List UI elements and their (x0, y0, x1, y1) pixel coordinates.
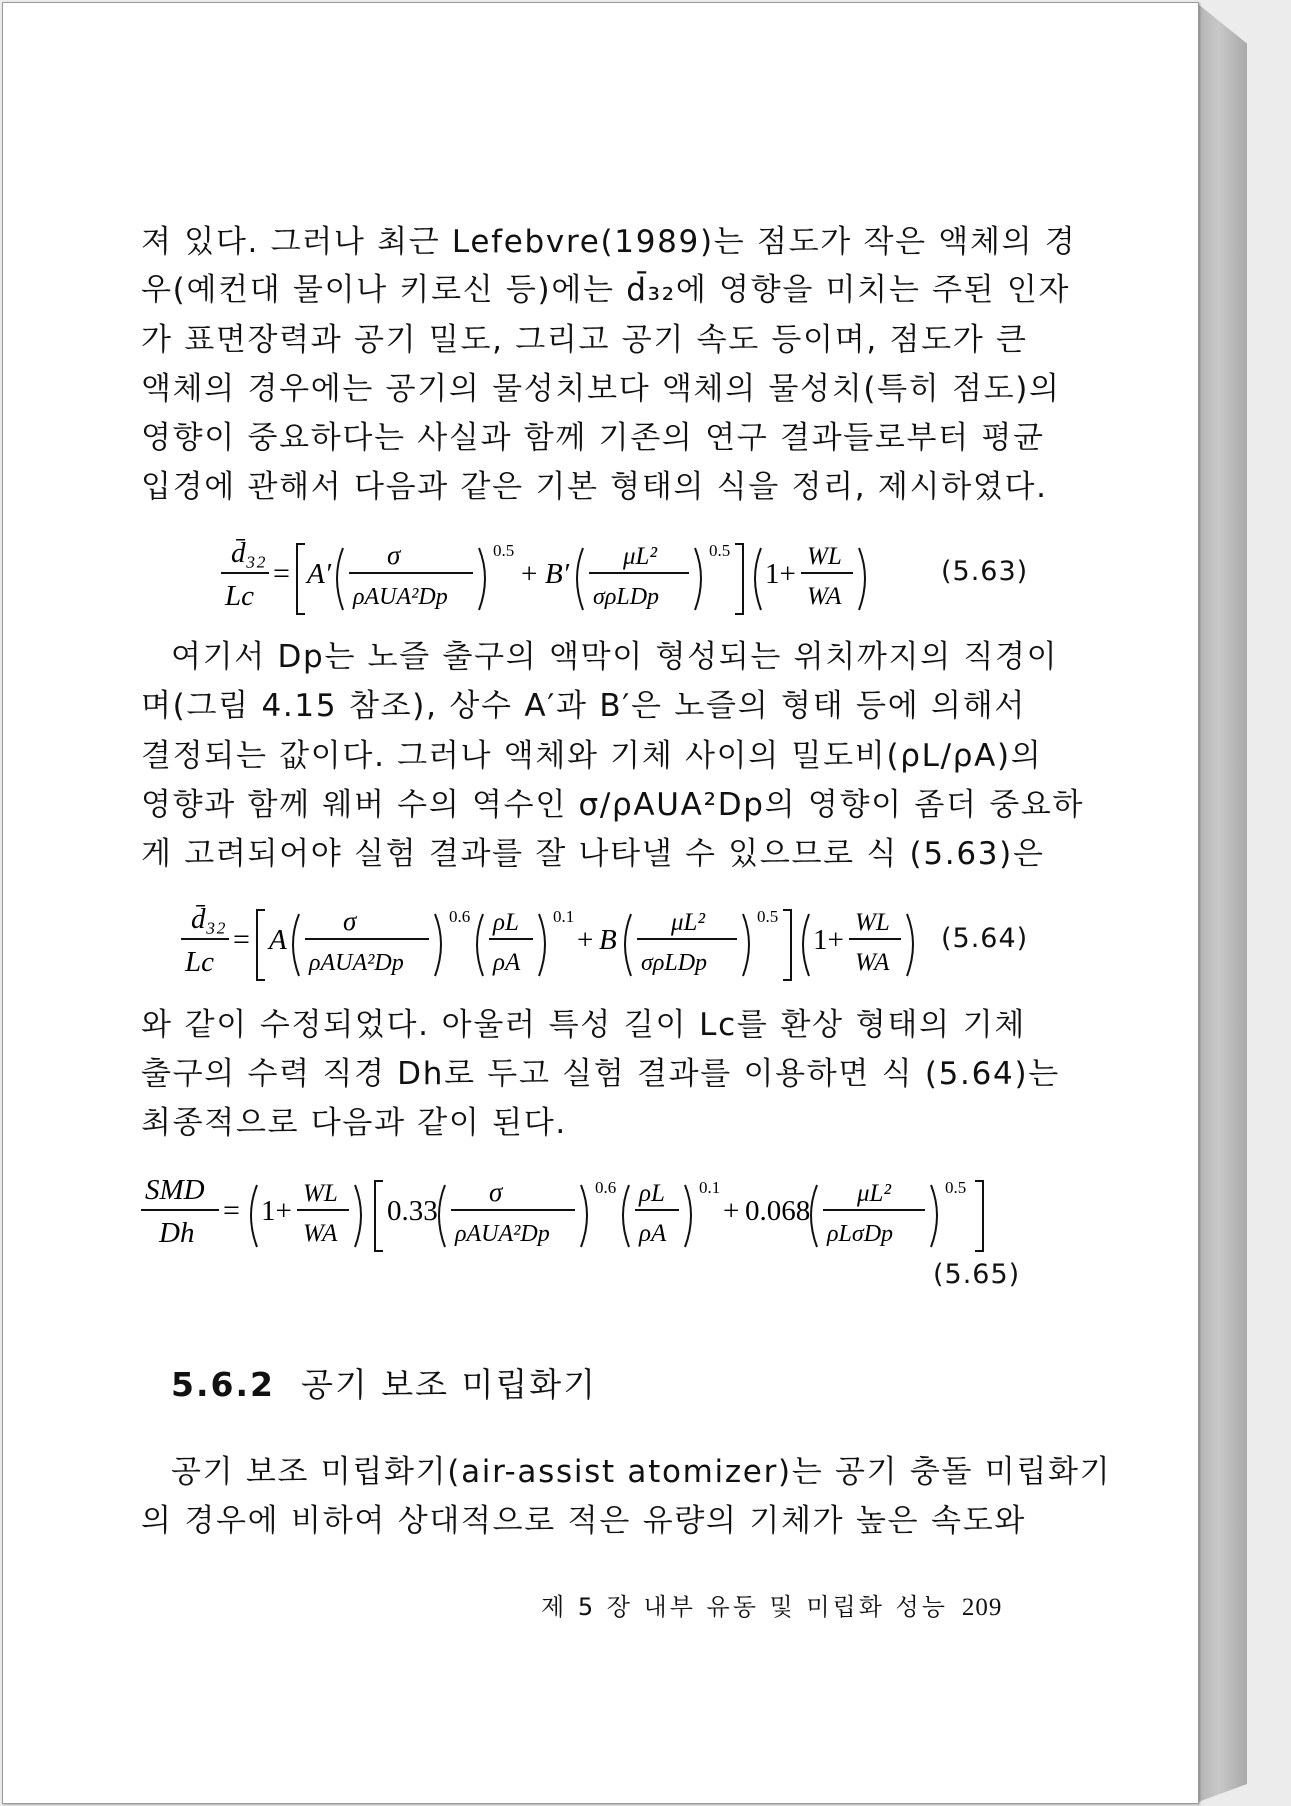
sigma-numerator: σ (387, 540, 401, 570)
viscosity-numerator: μL² (857, 1180, 891, 1207)
liquid-density: ρL (639, 1180, 665, 1207)
equals-sign: = (223, 1194, 240, 1227)
weber-denominator: ρAUA²Dp (353, 584, 448, 610)
lhs-denominator: Lc (225, 580, 254, 612)
viscosity-denominator: σρLDp (641, 950, 708, 976)
text-line: 출구의 수력 직경 Dh로 두고 실험 결과를 이용하면 식 (5.64)는 (141, 1056, 1060, 1092)
text-line: 와 같이 수정되었다. 아울러 특성 길이 Lc를 환상 형태의 기체 (141, 1007, 1026, 1043)
air-mass-flow: WA (303, 1220, 338, 1247)
exponent-2: 0.1 (699, 1178, 721, 1197)
equation-number: (5.65) (933, 1259, 1021, 1290)
liquid-mass-flow: WL (303, 1180, 338, 1207)
exponent-ratio: 0.1 (553, 907, 575, 926)
liquid-density: ρL (493, 909, 519, 936)
equation-5-65-formula (137, 1167, 997, 1259)
air-density: ρA (639, 1220, 667, 1247)
equals-sign: = (233, 923, 250, 956)
plus-sign: + (577, 924, 594, 956)
viscosity-denominator: σρLDp (593, 584, 660, 610)
lhs-numerator: d̄₃₂ (191, 903, 226, 935)
coefficient-1: 0.33 (387, 1195, 438, 1227)
text-line: 의 경우에 비하여 상대적으로 적은 유량의 기체가 높은 속도와 (141, 1503, 1026, 1539)
text-line: 가 표면장력과 공기 밀도, 그리고 공기 속도 등이며, 점도가 큰 (141, 322, 1028, 358)
viscosity-numerator: μL² (671, 909, 705, 936)
air-mass-flow: WA (855, 949, 890, 976)
lhs-denominator: Dh (159, 1217, 195, 1249)
book-page-edge (1198, 4, 1247, 1802)
exponent-b: 0.5 (757, 907, 779, 926)
coef-a: A (269, 924, 287, 956)
text-line: 영향과 함께 웨버 수의 역수인 σ/ρAUA²Dp의 영향이 좀더 중요하 (141, 787, 1085, 823)
sigma-numerator: σ (343, 906, 357, 936)
lhs-denominator: Lc (185, 946, 214, 978)
section-title: 공기 보조 미립화기 (300, 1365, 597, 1404)
text-line: 결정되는 값이다. 그러나 액체와 기체 사이의 밀도비(ρL/ρA)의 (141, 738, 1043, 774)
exponent-3: 0.5 (945, 1178, 967, 1197)
coefficient-2: 0.068 (745, 1195, 811, 1227)
equation-5-64-formula (163, 896, 923, 988)
one-plus: 1+ (813, 924, 844, 956)
section-number: 5.6.2 (171, 1365, 275, 1404)
running-footer (541, 1587, 1002, 1622)
text-line: 여기서 Dp는 노즐 출구의 액막이 형성되는 위치까지의 직경이 (171, 639, 1059, 675)
coef-b-prime: B′ (545, 558, 570, 590)
equation-number: (5.63) (941, 556, 1029, 587)
equation-5-63-formula (203, 530, 883, 620)
lhs-numerator: d̄₃₂ (231, 537, 266, 569)
one-plus: 1+ (765, 558, 796, 590)
viscosity-numerator: μL² (623, 543, 657, 570)
weber-denominator: ρAUA²Dp (455, 1221, 550, 1247)
text-line: 입경에 관해서 다음과 같은 기본 형태의 식을 정리, 제시하였다. (141, 469, 1048, 505)
text-line: 져 있다. 그러나 최근 Lefebvre(1989)는 점도가 작은 액체의 경 (141, 224, 1077, 260)
page-number: 209 (961, 1594, 1003, 1621)
exponent-1: 0.6 (595, 1178, 617, 1197)
sigma-numerator: σ (489, 1177, 503, 1207)
section-heading (171, 1359, 597, 1406)
text-line: 우(예컨대 물이나 키로신 등)에는 d̄₃₂에 영향을 미치는 주된 인자 (141, 272, 1071, 308)
air-mass-flow: WA (807, 583, 842, 610)
coef-a-prime: A′ (307, 558, 332, 590)
chapter-title: 제 5 장 내부 유동 및 미립화 성능 (541, 1593, 948, 1621)
weber-denominator: ρAUA²Dp (309, 950, 404, 976)
exponent-a: 0.6 (449, 907, 471, 926)
text-line: 게 고려되어야 실험 결과를 잘 나타낼 수 있으므로 식 (5.63)은 (141, 836, 1045, 872)
text-line: 공기 보조 미립화기(air-assist atomizer)는 공기 충돌 미립화기 (171, 1454, 1112, 1490)
equals-sign: = (273, 557, 290, 590)
viscosity-denominator: ρLσDp (827, 1221, 894, 1247)
text-line: 영향이 중요하다는 사실과 함께 기존의 연구 결과들로부터 평균 (141, 420, 1045, 456)
plus-sign: + (521, 558, 538, 590)
liquid-mass-flow: WL (807, 543, 842, 570)
air-density: ρA (493, 949, 521, 976)
plus-sign: + (723, 1195, 740, 1227)
one-plus: 1+ (261, 1195, 292, 1227)
text-line: 액체의 경우에는 공기의 물성치보다 액체의 물성치(특히 점도)의 (141, 371, 1061, 407)
coef-b: B (599, 924, 617, 956)
exponent-a: 0.5 (493, 541, 515, 560)
equation-number: (5.64) (941, 923, 1029, 954)
book-page (2, 2, 1199, 1804)
exponent-b: 0.5 (709, 541, 731, 560)
liquid-mass-flow: WL (855, 909, 890, 936)
text-line: 며(그림 4.15 참조), 상수 A′과 B′은 노즐의 형태 등에 의해서 (141, 688, 1026, 724)
lhs-numerator: SMD (145, 1174, 205, 1206)
text-line: 최종적으로 다음과 같이 된다. (141, 1105, 567, 1141)
